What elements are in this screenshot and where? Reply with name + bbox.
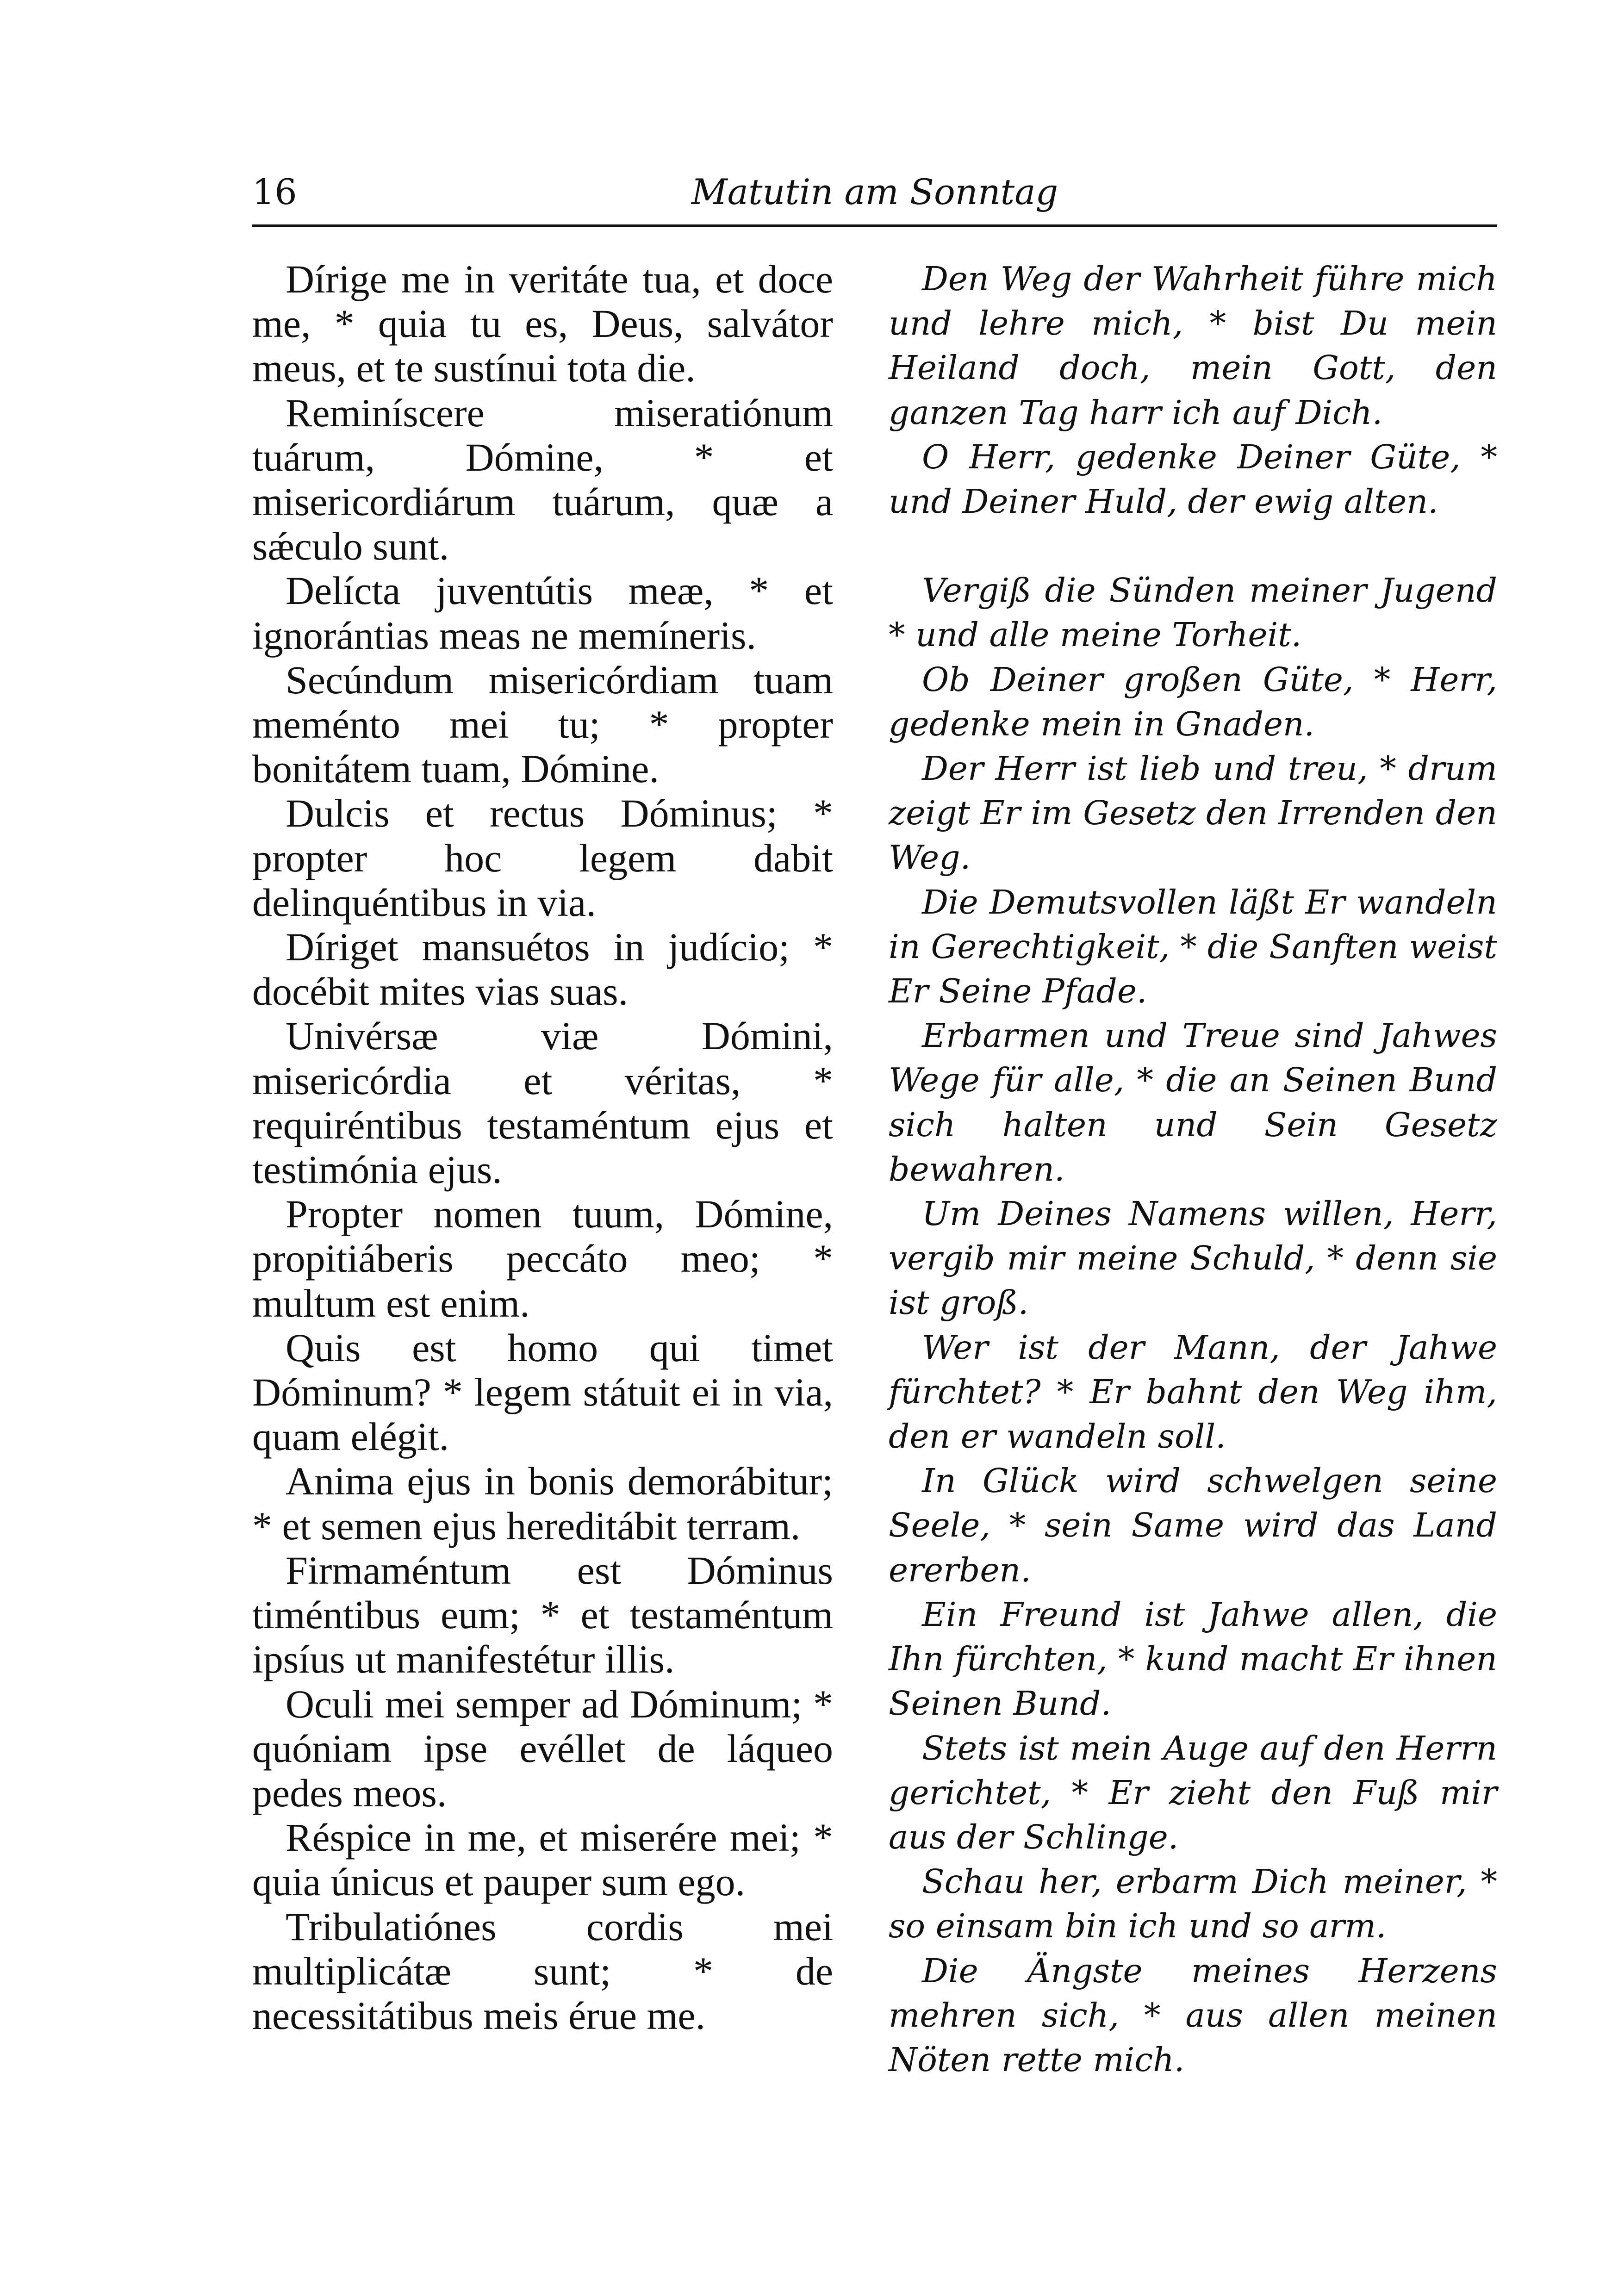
running-title: Matutin am Sonntag [691,171,1058,212]
german-verse: Vergiß die Sünden meiner Jugend * und alle meine Torheit. [889,571,1497,654]
german-verse: Erbarmen und Treue sind Jahwes Wege für alle, * die an Seinen Bund sich halten und Sein Gesetz bewahren. [889,1016,1497,1188]
german-verse: Den Weg der Wahrheit führe mich und lehre mich, * bist Du mein Heiland doch, mein Gott, den ganzen Tag harr ich auf Dich. [889,260,1497,432]
latin-verse: Díriget mansuétos in judício; * docébit mites vias suas. [252,925,833,1014]
german-verse: Der Herr ist lieb und treu, * drum zeigt Er im Gesetz den Irrenden den Weg. [889,749,1497,877]
latin-verse: Tribulatiónes cordis mei multiplicátæ sunt; * de necessitátibus meis érue me. [252,1904,833,2038]
german-verse: Stets ist mein Auge auf den Herrn gerichtet, * Er zieht den Fuß mir aus der Schlinge. [889,1729,1497,1856]
german-verse: Ein Freund ist Jahwe allen, die Ihn fürchten, * kund macht Er ihnen Seinen Bund. [889,1595,1497,1723]
german-verse: Schau her, erbarm Dich meiner, * so einsam bin ich und so arm. [889,1862,1497,1946]
german-verse: Um Deines Namens willen, Herr, vergib mir meine Schuld, * denn sie ist groß. [889,1195,1497,1322]
latin-verse: Dulcis et rectus Dóminus; * propter hoc legem dabit delinquéntibus in via. [252,791,833,925]
latin-verse: Delícta juventútis meæ, * et ignorántias meas ne memíneris. [252,568,833,658]
latin-column [252,257,833,2038]
german-verse: Die Demutsvollen läßt Er wandeln in Gerechtigkeit, * die Sanften weist Er Seine Pfade. [889,883,1497,1011]
latin-verse: Quis est homo qui timet Dóminum? * legem státuit ei in via, quam elégit. [252,1325,833,1459]
german-verse: Wer ist der Mann, der Jahwe fürchtet? * Er bahnt den Weg ihm, den er wandeln soll. [889,1328,1497,1456]
page-header [252,169,1497,227]
latin-verse: Propter nomen tuum, Dómine, propitiáberis peccáto meo; * multum est enim. [252,1192,833,1325]
latin-verse: Dírige me in veritáte tua, et doce me, * quia tu es, Deus, salvátor meus, et te sustínui tota die. [252,257,833,391]
page-number: 16 [252,171,297,212]
latin-verse: Réspice in me, et miserére mei; * quia únicus et pauper sum ego. [252,1815,833,1904]
latin-verse: Reminíscere miseratiónum tuárum, Dómine, * et misericordiárum tuárum, quæ a sǽculo sunt. [252,390,833,569]
latin-verse: Firmaméntum est Dóminus timéntibus eum; * et testaméntum ipsíus ut manifestétur illis. [252,1548,833,1682]
german-verse: In Glück wird schwelgen seine Seele, * sein Same wird das Land ererben. [889,1462,1497,1589]
latin-verse: Univérsæ viæ Dómini, misericórdia et véritas, * requiréntibus testaméntum ejus et testimónia ejus. [252,1014,833,1192]
german-column [889,257,1497,2082]
latin-verse: Secúndum misericórdiam tuam meménto mei tu; * propter bonitátem tuam, Dómine. [252,657,833,791]
german-verse: Ob Deiner großen Güte, * Herr, gedenke mein in Gnaden. [889,660,1497,743]
latin-verse: Oculi mei semper ad Dóminum; * quóniam ipse evéllet de láqueo pedes meos. [252,1681,833,1815]
latin-verse: Anima ejus in bonis demorábitur; * et semen ejus hereditábit terram. [252,1459,833,1548]
german-verse: Die Ängste meines Herzens mehren sich, * aus allen meinen Nöten rette mich. [889,1951,1497,2079]
german-verse: O Herr, gedenke Deiner Güte, * und Deiner Huld, der ewig alten. [889,437,1497,521]
